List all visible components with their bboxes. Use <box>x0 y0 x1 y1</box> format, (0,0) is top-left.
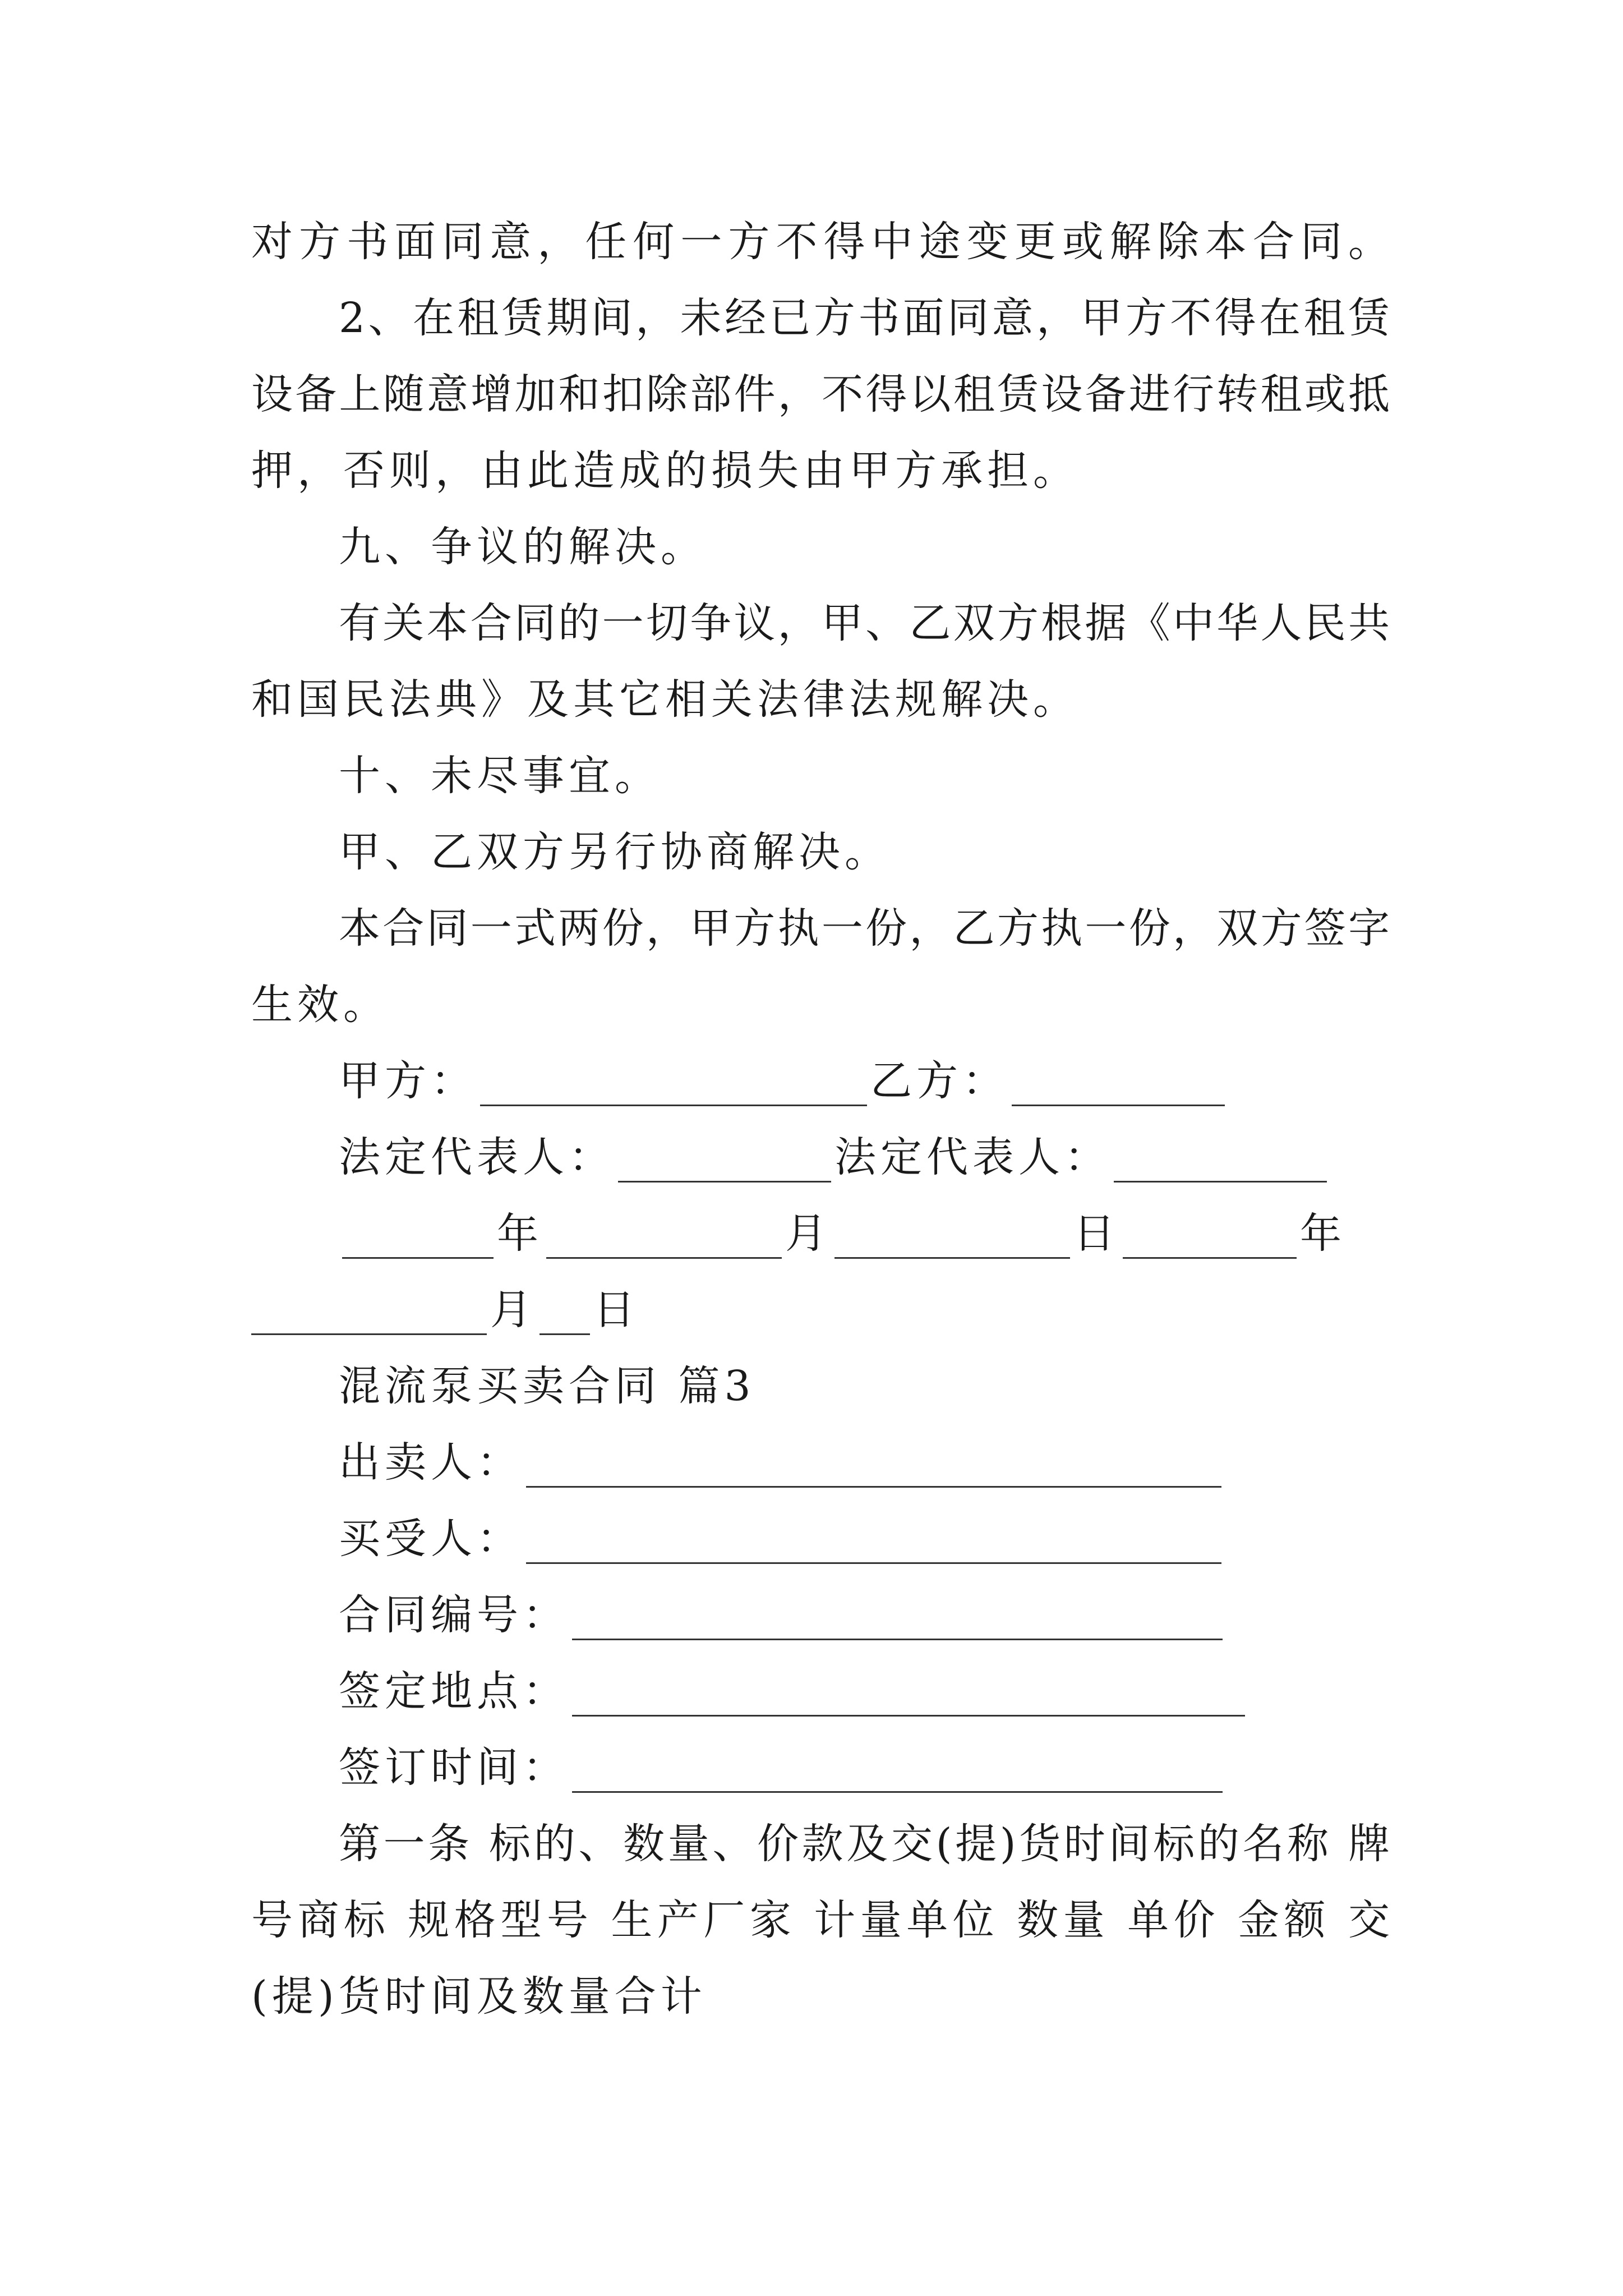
day-label: 日 <box>1073 1209 1119 1258</box>
date-row-1 <box>339 1208 1390 1259</box>
date-row-2 <box>251 1285 1390 1335</box>
party-a-blank[interactable] <box>480 1065 867 1106</box>
section-heading: 九、争议的解决。 <box>339 523 707 571</box>
sign-time-label: 签订时间： <box>339 1743 569 1792</box>
seller-blank[interactable] <box>526 1447 1221 1488</box>
signature-party-row <box>339 1056 1390 1106</box>
month-a-blank[interactable] <box>546 1218 782 1259</box>
party-b-label: 乙方： <box>870 1057 1008 1105</box>
paragraph-line: 2、在租赁期间，未经已方书面同意，甲方不得在租赁 <box>339 294 1390 342</box>
party-b-blank[interactable] <box>1012 1065 1225 1106</box>
rep-b-label: 法定代表人： <box>834 1133 1110 1181</box>
sign-place-label: 签定地点： <box>339 1667 569 1715</box>
rep-b-blank[interactable] <box>1114 1142 1327 1182</box>
paragraph-line: 有关本合同的一切争议，甲、乙双方根据《中华人民共 <box>339 599 1390 647</box>
year-b-blank[interactable] <box>1123 1218 1297 1259</box>
sign-time-field-row <box>339 1742 1390 1793</box>
sign-place-blank[interactable] <box>572 1676 1245 1717</box>
paragraph-line: 设备上随意增加和扣除部件，不得以租赁设备进行转租或抵 <box>251 370 1390 418</box>
rep-a-blank[interactable] <box>618 1142 831 1182</box>
year-label: 年 <box>497 1209 543 1258</box>
paragraph-line: 和国民法典》及其它相关法律法规解决。 <box>251 675 1079 724</box>
year-a-blank[interactable] <box>342 1218 494 1259</box>
month-label: 月 <box>785 1209 831 1258</box>
year-label: 年 <box>1300 1209 1346 1258</box>
buyer-field-row <box>339 1513 1390 1564</box>
contract-no-blank[interactable] <box>572 1599 1223 1640</box>
day-label: 日 <box>593 1286 639 1334</box>
contract-no-field-row <box>339 1590 1390 1640</box>
section-title: 混流泵买卖合同 篇3 <box>339 1362 755 1410</box>
sign-time-blank[interactable] <box>572 1752 1223 1793</box>
paragraph-line: 押，否则，由此造成的损失由甲方承担。 <box>251 447 1079 495</box>
rep-a-label: 法定代表人： <box>339 1133 615 1181</box>
seller-field-row <box>339 1437 1390 1488</box>
contract-no-label: 合同编号： <box>339 1591 569 1639</box>
party-a-label: 甲方： <box>339 1057 477 1105</box>
month-label: 月 <box>490 1286 536 1334</box>
paragraph-line: 对方书面同意，任何一方不得中途变更或解除本合同。 <box>251 218 1390 266</box>
signature-representative-row <box>339 1132 1390 1182</box>
article-line: 第一条 标的、数量、价款及交(提)货时间标的名称 牌 <box>339 1820 1390 1868</box>
paragraph-line: 生效。 <box>251 981 389 1029</box>
paragraph-line: 本合同一式两份，甲方执一份，乙方执一份，双方签字 <box>339 904 1390 953</box>
day-a-blank[interactable] <box>834 1218 1070 1259</box>
buyer-blank[interactable] <box>526 1523 1221 1564</box>
section-heading: 十、未尽事宜。 <box>339 752 661 800</box>
month-b-blank[interactable] <box>251 1294 487 1335</box>
paragraph-line: 甲、乙双方另行协商解决。 <box>339 828 891 876</box>
sign-place-field-row <box>339 1666 1390 1717</box>
buyer-label: 买受人： <box>339 1515 523 1563</box>
seller-label: 出卖人： <box>339 1438 523 1487</box>
day-b-blank[interactable] <box>540 1294 590 1335</box>
article-line: (提)货时间及数量合计 <box>251 1972 707 2021</box>
article-line: 号商标 规格型号 生产厂家 计量单位 数量 单价 金额 交 <box>251 1896 1390 1944</box>
